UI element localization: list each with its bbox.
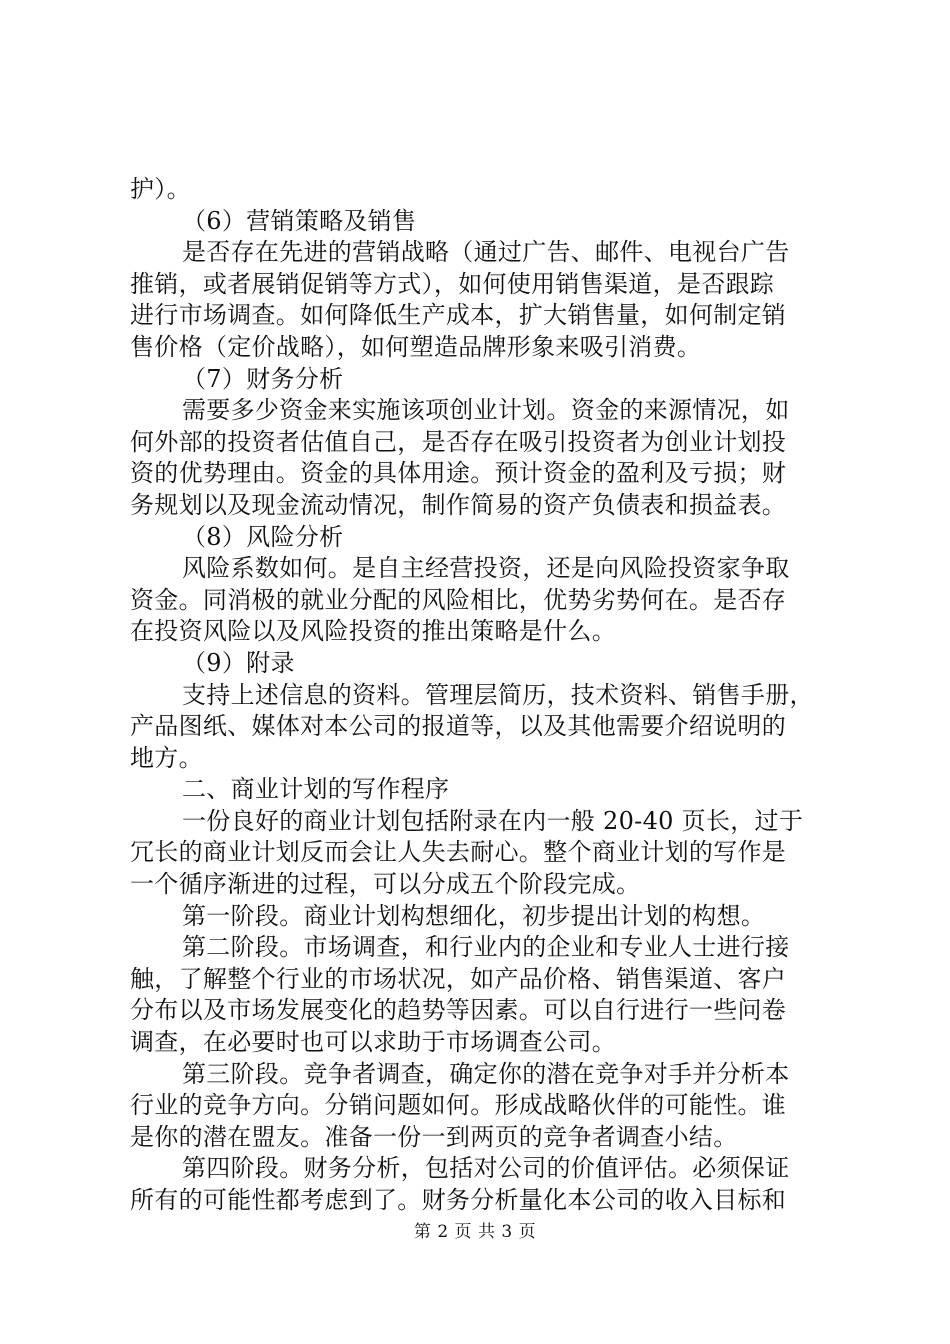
text-line: 所有的可能性都考虑到了。财务分析量化本公司的收入目标和 bbox=[130, 1186, 787, 1214]
text-line: 售价格（定价战略），如何塑造品牌形象来吸引消费。 bbox=[130, 332, 702, 361]
text-line: 一份良好的商业计划包括附录在内一般 20-40 页长，过于 bbox=[182, 806, 804, 835]
text-line: 何外部的投资者估值自己，是否存在吸引投资者为创业计划投 bbox=[130, 427, 787, 456]
text-line: 是你的潜在盟友。准备一份一到两页的竞争者调查小结。 bbox=[130, 1122, 738, 1151]
text-line: 调查，在必要时也可以求助于市场调查公司。 bbox=[130, 1028, 616, 1057]
page-footer: 第 2 页 共 3 页 bbox=[413, 1222, 537, 1242]
text-line: 资的优势理由。资金的具体用途。预计资金的盈利及亏损；财 bbox=[130, 459, 787, 488]
text-line: （7）财务分析 bbox=[182, 364, 344, 393]
text-line: 进行市场调查。如何降低生产成本，扩大销售量，如何制定销 bbox=[130, 301, 787, 330]
text-line: 第四阶段。财务分析，包括对公司的价值评估。必须保证 bbox=[182, 1154, 790, 1183]
text-line: 在投资风险以及风险投资的推出策略是什么。 bbox=[130, 617, 616, 646]
text-line: 资金。同消极的就业分配的风险相比，优势劣势何在。是否存 bbox=[130, 585, 787, 614]
text-line: 产品图纸、媒体对本公司的报道等，以及其他需要介绍说明的 bbox=[130, 712, 787, 741]
text-line: 第二阶段。市场调查，和行业内的企业和专业人士进行接 bbox=[182, 933, 790, 962]
text-line: 触，了解整个行业的市场状况，如产品价格、销售渠道、客户 bbox=[130, 964, 787, 993]
text-line: 风险系数如何。是自主经营投资，还是向风险投资家争取 bbox=[182, 554, 790, 583]
text-line: 第三阶段。竞争者调查，确定你的潜在竞争对手并分析本 bbox=[182, 1059, 790, 1088]
text-line: 行业的竞争方向。分销问题如何。形成战略伙伴的可能性。谁 bbox=[130, 1091, 787, 1120]
text-line: 支持上述信息的资料。管理层简历，技术资料、销售手册， bbox=[182, 680, 814, 709]
text-line: 一个循序渐进的过程，可以分成五个阶段完成。 bbox=[130, 870, 641, 899]
text-line: （8）风险分析 bbox=[182, 522, 344, 551]
text-line: 需要多少资金来实施该项创业计划。资金的来源情况，如 bbox=[182, 396, 790, 425]
text-line: 是否存在先进的营销战略（通过广告、邮件、电视台广告 bbox=[182, 238, 790, 267]
text-line: 第一阶段。商业计划构想细化，初步提出计划的构想。 bbox=[182, 901, 766, 930]
text-line: 冗长的商业计划反而会让人失去耐心。整个商业计划的写作是 bbox=[130, 838, 787, 867]
body-text bbox=[130, 174, 830, 1217]
text-line: 务规划以及现金流动情况，制作简易的资产负债表和损益表。 bbox=[130, 490, 787, 519]
text-line: 推销，或者展销促销等方式），如何使用销售渠道，是否跟踪 bbox=[130, 269, 775, 298]
text-line: 二、商业计划的写作程序 bbox=[182, 775, 450, 804]
text-line: （6）营销策略及销售 bbox=[182, 206, 417, 235]
text-line: 分布以及市场发展变化的趋势等因素。可以自行进行一些问卷 bbox=[130, 996, 787, 1025]
text-line: 地方。 bbox=[130, 743, 203, 772]
text-line: 护）。 bbox=[130, 175, 191, 203]
text-line: （9）附录 bbox=[182, 648, 295, 677]
